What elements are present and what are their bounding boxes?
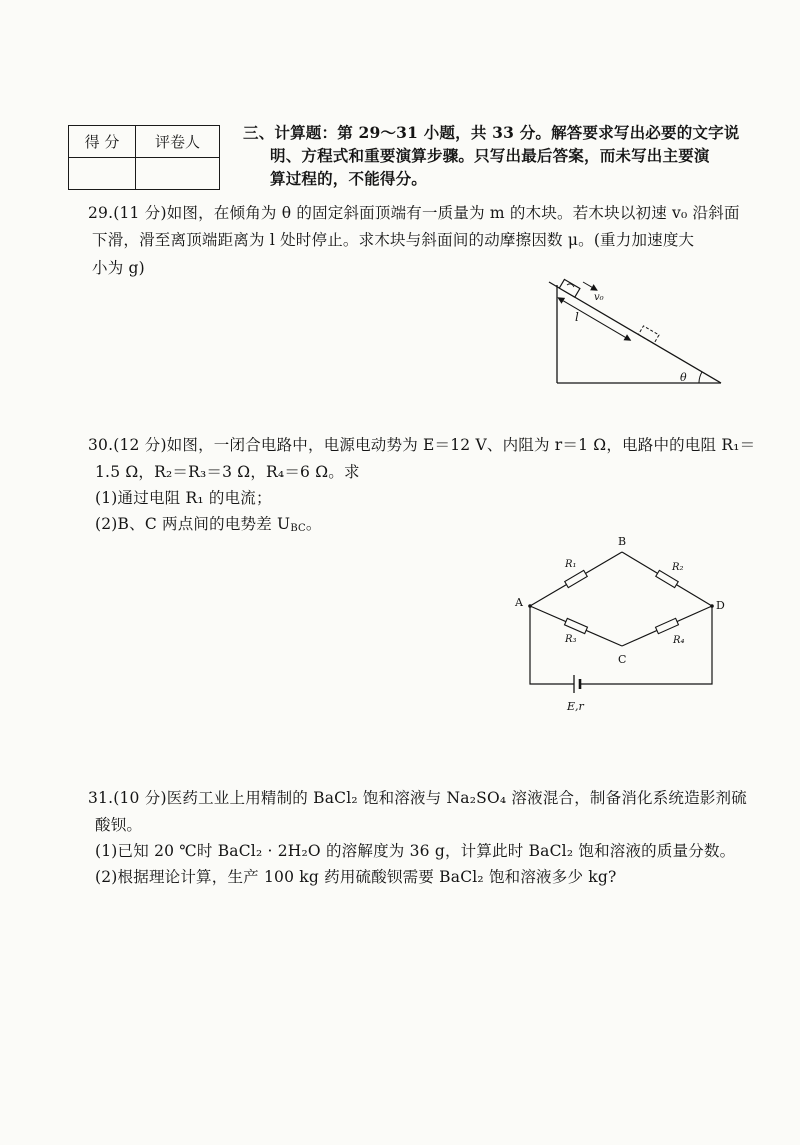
- question-30-part-2: [95, 514, 322, 539]
- node-c-label: C: [618, 653, 627, 666]
- question-30-line: 1.5 Ω，R₂＝R₃＝3 Ω，R₄＝6 Ω。求: [95, 463, 360, 481]
- score-header: 得 分: [69, 126, 136, 158]
- grader-header: 评卷人: [136, 126, 220, 158]
- length-label: l: [575, 310, 579, 324]
- node-a-label: A: [515, 596, 523, 609]
- question-30-line: 30.(12 分)如图，一闭合电路中，电源电动势为 E＝12 V、内阻为 r＝1 Ω，电路中的电阻 R₁＝: [88, 436, 756, 454]
- resistor-r1: [565, 570, 588, 587]
- length-dimension-line: [558, 298, 630, 341]
- circuit-figure: [510, 530, 730, 720]
- question-31-part-2: (2)根据理论计算，生产 100 kg 药用硫酸钡需要 BaCl₂ 饱和溶液多少 kg?: [95, 868, 617, 886]
- part-2-subscript: BC: [290, 523, 306, 534]
- section-header-line: 三、计算题：第 29～31 小题，共 33 分。解答要求写出必要的文字说: [243, 123, 740, 142]
- resistor-r2-label: R₂: [672, 562, 684, 573]
- question-29-line: 小为 g): [92, 259, 145, 277]
- node-d-label: D: [716, 599, 725, 612]
- question-30-part-1: (1)通过电阻 R₁ 的电流；: [95, 489, 272, 507]
- source-label: E,r: [567, 700, 584, 713]
- node-d-dot: [710, 604, 714, 608]
- incline-figure: [540, 270, 730, 390]
- angle-arc: [699, 372, 702, 383]
- question-29-line: 下滑，滑至离顶端距离为 l 处时停止。求木块与斜面间的动摩擦因数 μ。(重力加速度大: [92, 231, 695, 249]
- block-start: [559, 279, 580, 297]
- resistor-r3: [565, 618, 588, 633]
- question-31-line: 酸钡。: [95, 816, 143, 834]
- angle-label: θ: [680, 371, 687, 384]
- question-31-part-1: (1)已知 20 ℃时 BaCl₂ · 2H₂O 的溶解度为 36 g，计算此时 BaCl₂ 饱和溶液的质量分数。: [95, 842, 736, 860]
- resistor-r3-label: R₃: [565, 634, 577, 645]
- velocity-label: v₀: [594, 292, 604, 303]
- grader-cell: [136, 158, 220, 190]
- section-header-line: 算过程的，不能得分。: [270, 169, 428, 188]
- question-29-line: 29.(11 分)如图，在倾角为 θ 的固定斜面顶端有一质量为 m 的木块。若木块以初速 v₀ 沿斜面: [88, 204, 740, 222]
- score-cell: [69, 158, 136, 190]
- question-31-line: 31.(10 分)医药工业上用精制的 BaCl₂ 饱和溶液与 Na₂SO₄ 溶液混合，制备消化系统造影剂硫: [88, 789, 747, 807]
- score-table: [68, 125, 220, 190]
- section-header-line: 明、方程式和重要演算步骤。只写出最后答案，而未写出主要演: [270, 146, 710, 165]
- wire-battery-d: [580, 606, 712, 684]
- node-b-label: B: [618, 535, 627, 548]
- part-2-text: (2)B、C 两点间的电势差 U: [95, 515, 291, 533]
- resistor-r4: [656, 618, 679, 633]
- block-stop-dashed: [638, 326, 659, 344]
- resistor-r1-label: R₁: [565, 559, 577, 570]
- wire-a-battery: [530, 606, 574, 684]
- resistor-r4-label: R₄: [673, 635, 685, 646]
- part-2-end: 。: [305, 515, 322, 533]
- velocity-arrow: [583, 282, 597, 290]
- node-a-dot: [528, 604, 532, 608]
